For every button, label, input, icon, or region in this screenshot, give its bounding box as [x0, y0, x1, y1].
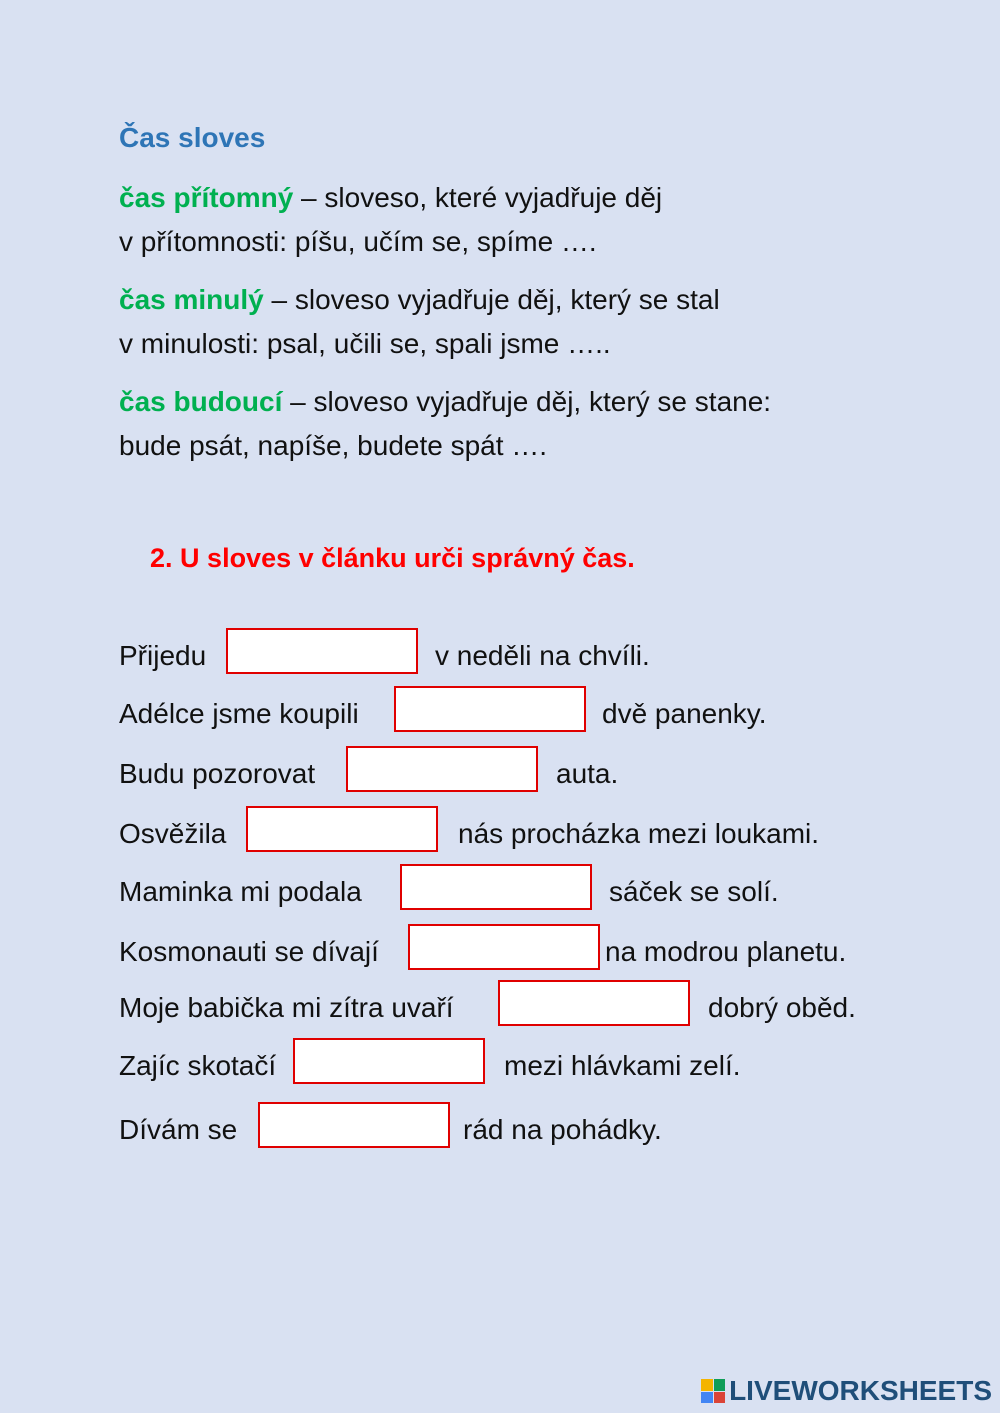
term-present: čas přítomný — [119, 182, 294, 213]
term-future: čas budoucí — [119, 386, 283, 417]
sentence-before: Maminka mi podala — [119, 876, 362, 907]
answer-input-9[interactable] — [258, 1102, 450, 1148]
definition-future-text: – sloveso vyjadřuje děj, který se stane: — [282, 386, 772, 417]
sentence-after: mezi hlávkami zelí. — [504, 1050, 741, 1081]
sentence-after: dvě panenky. — [602, 698, 767, 729]
sentence-row-9 — [119, 1102, 919, 1152]
sentence-before: Osvěžila — [119, 818, 227, 849]
sentence-after: nás procházka mezi loukami. — [458, 818, 820, 849]
sentence-row-6 — [119, 924, 919, 974]
sentence-before: Přijedu — [119, 640, 207, 671]
sentence-before: Kosmonauti se dívají — [119, 936, 379, 967]
sentence-after: auta. — [556, 758, 619, 789]
liveworksheets-logo-icon — [701, 1379, 725, 1403]
sentence-row-5 — [119, 864, 919, 914]
definition-future-line2: bude psát, napíše, budete spát …. — [119, 430, 548, 461]
answer-input-7[interactable] — [498, 980, 690, 1026]
sentence-before: Zajíc skotačí — [119, 1050, 277, 1081]
sentence-row-1 — [119, 628, 919, 678]
sentence-row-4 — [119, 806, 919, 856]
task-number: 2. — [150, 543, 173, 573]
sentence-row-2 — [119, 686, 919, 736]
sentence-after: rád na pohádky. — [463, 1114, 662, 1145]
answer-input-2[interactable] — [394, 686, 586, 732]
definition-present-text: – sloveso, které vyjadřuje děj — [293, 182, 663, 213]
liveworksheets-logo — [701, 1375, 992, 1407]
task-text: U sloves v článku urči správný čas. — [180, 543, 635, 573]
answer-input-1[interactable] — [226, 628, 418, 674]
sentence-after: sáček se solí. — [609, 876, 779, 907]
sentence-before: Dívám se — [119, 1114, 238, 1145]
sentence-before: Adélce jsme koupili — [119, 698, 359, 729]
definition-past-text: – sloveso vyjadřuje děj, který se stal — [263, 284, 720, 315]
answer-input-4[interactable] — [246, 806, 438, 852]
sentence-row-3 — [119, 746, 919, 796]
term-past: čas minulý — [119, 284, 264, 315]
definition-past-line2: v minulosti: psal, učili se, spali jsme ….. — [119, 328, 611, 359]
answer-input-5[interactable] — [400, 864, 592, 910]
sentence-row-8 — [119, 1038, 919, 1088]
answer-input-6[interactable] — [408, 924, 600, 970]
definition-present-line2: v přítomnosti: píšu, učím se, spíme …. — [119, 226, 597, 257]
sentence-before: Moje babička mi zítra uvaří — [119, 992, 454, 1023]
sentence-before: Budu pozorovat — [119, 758, 316, 789]
worksheet-title: Čas sloves — [119, 122, 266, 153]
sentence-row-7 — [119, 980, 919, 1030]
logo-text: LIVEWORKSHEETS — [729, 1375, 992, 1406]
definition-future — [119, 380, 939, 468]
definition-present — [119, 176, 939, 264]
answer-input-3[interactable] — [346, 746, 538, 792]
answer-input-8[interactable] — [293, 1038, 485, 1084]
sentence-after: na modrou planetu. — [605, 936, 847, 967]
sentence-after: dobrý oběd. — [708, 992, 856, 1023]
definition-past — [119, 278, 939, 366]
sentence-after: v neděli na chvíli. — [435, 640, 650, 671]
task-heading — [150, 543, 635, 574]
